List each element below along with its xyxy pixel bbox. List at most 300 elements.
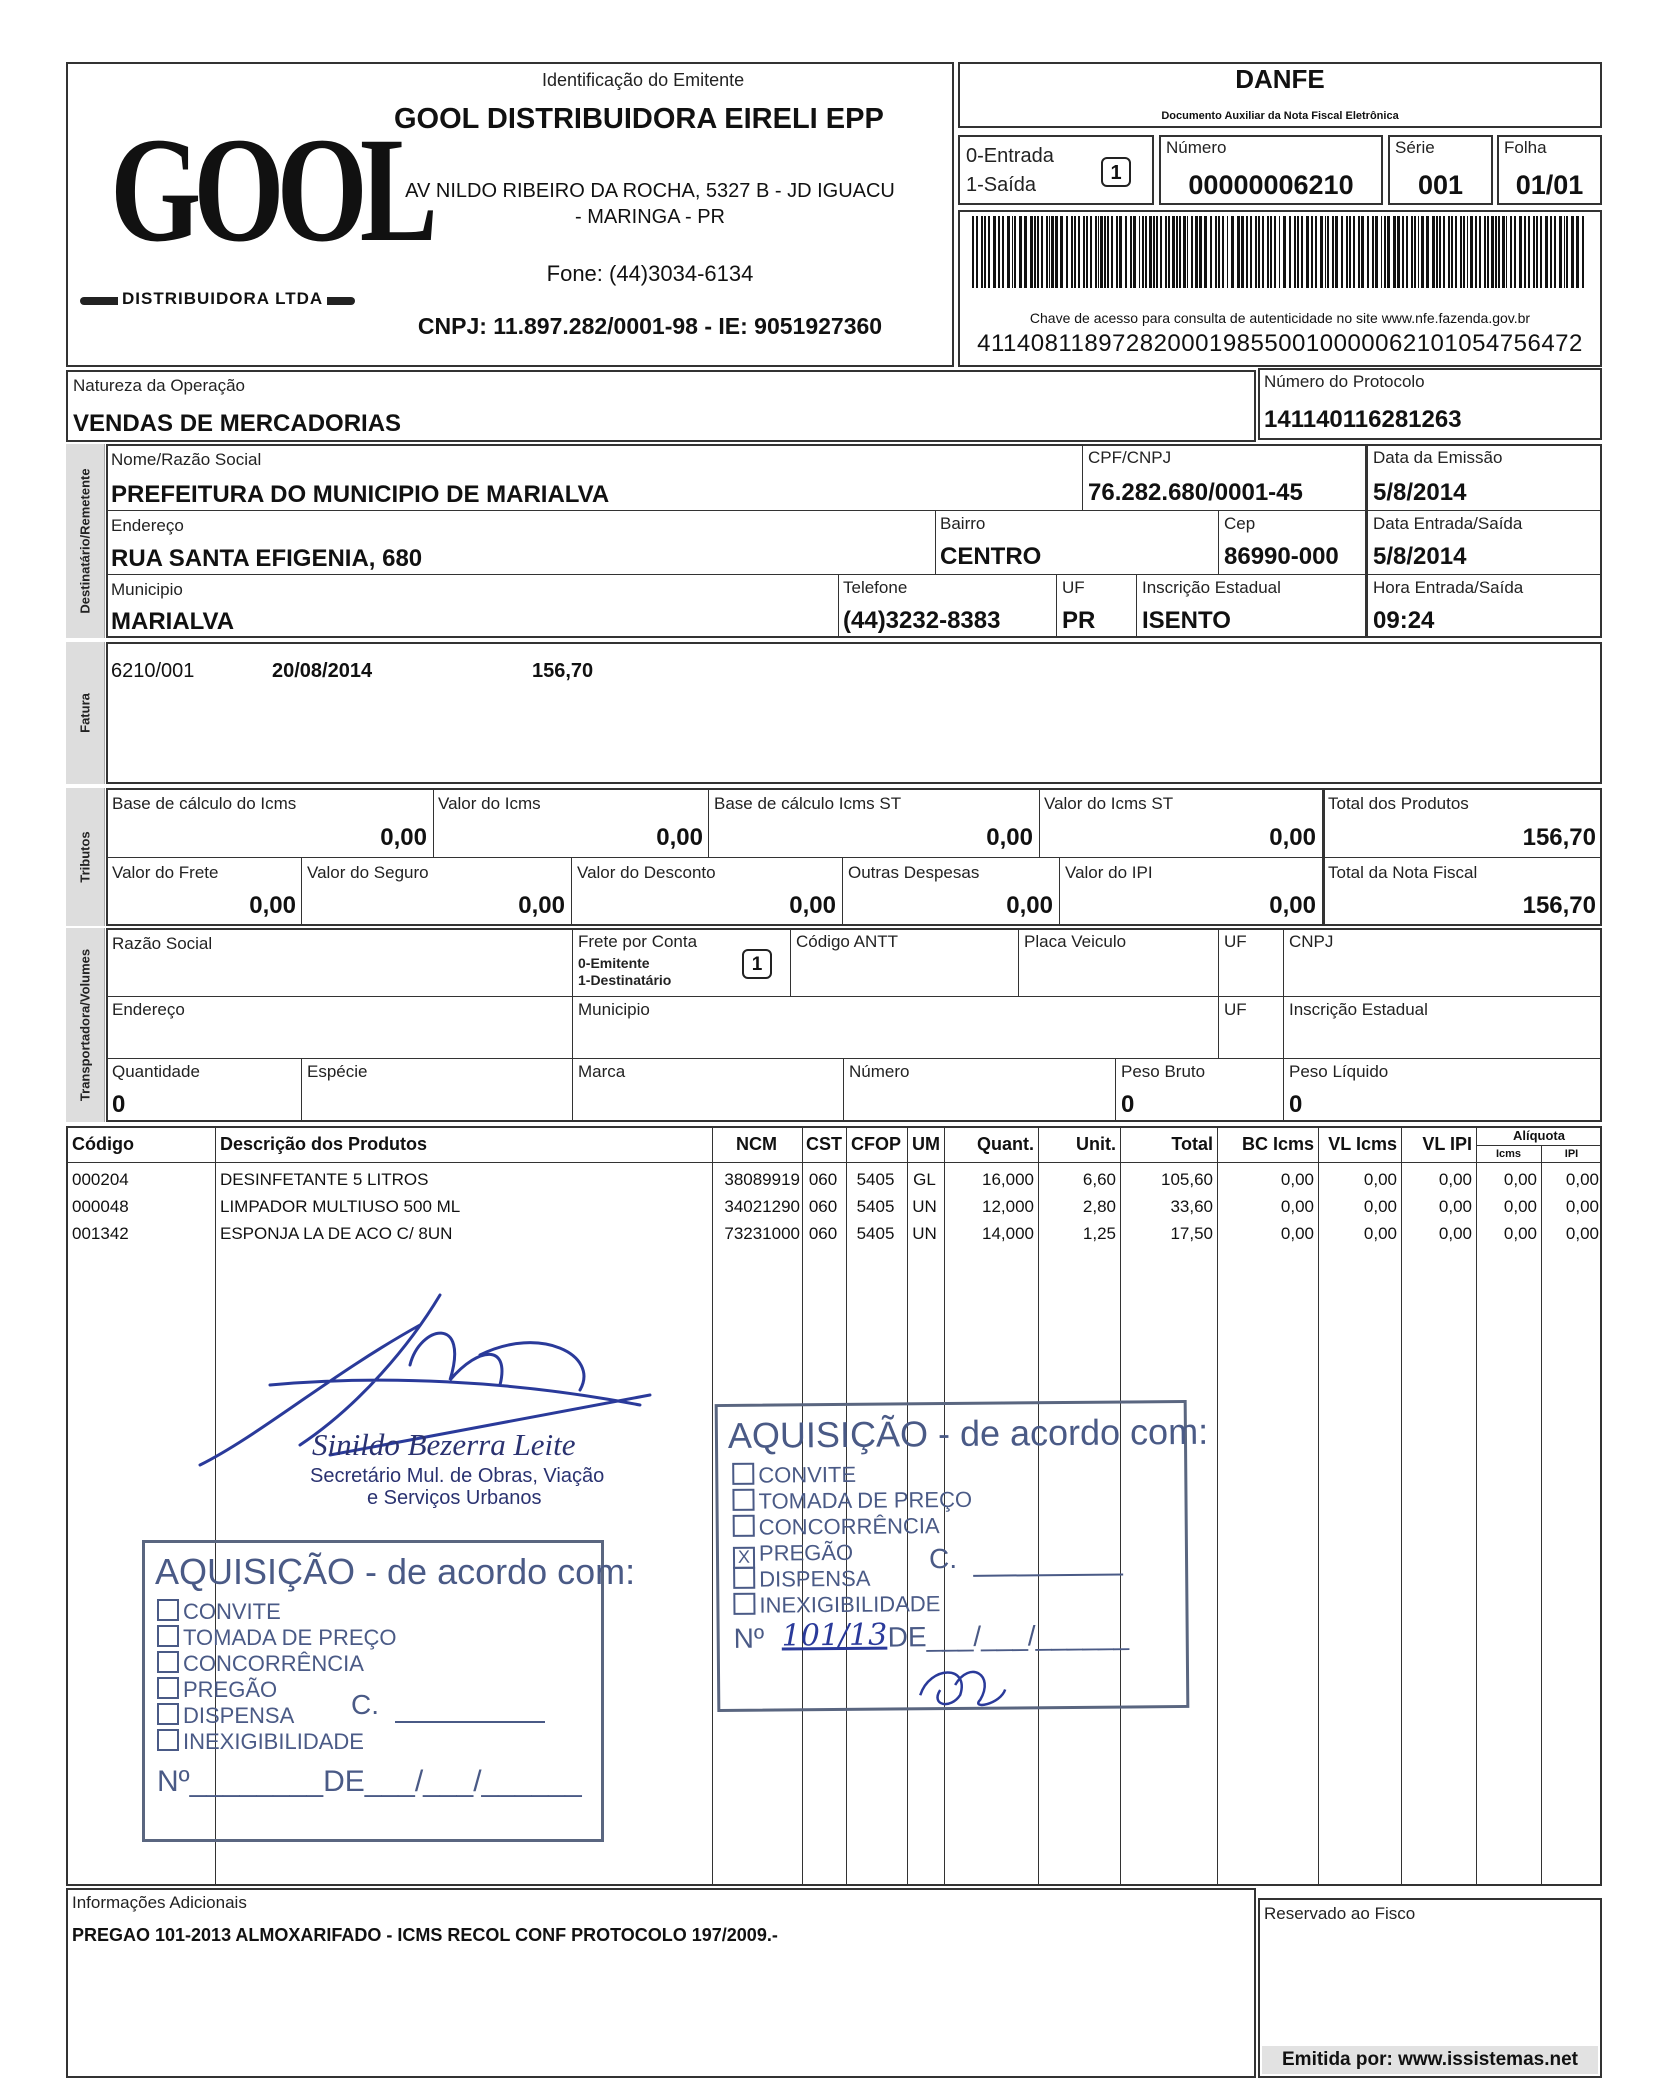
transp-numero-label: Número <box>849 1062 910 1081</box>
barcode-bar <box>1475 216 1477 288</box>
prod-v-aliq-ipi <box>1541 1145 1542 1886</box>
barcode-bar <box>1051 216 1054 288</box>
transp-frete-label: Frete por Conta <box>578 932 698 951</box>
barcode-bar <box>1227 216 1228 288</box>
seguro: 0,00 <box>518 892 565 919</box>
barcode-bar <box>1116 216 1118 288</box>
serie-label: Série <box>1395 138 1435 157</box>
transp-peso-bruto-label: Peso Bruto <box>1121 1062 1206 1081</box>
cell-vl-ipi: 0,00 <box>1438 1170 1472 1189</box>
cell-descricao: DESINFETANTE 5 LITROS <box>220 1170 429 1189</box>
prod-aliq-line <box>1476 1145 1602 1146</box>
barcode-bar <box>1250 216 1252 288</box>
barcode-bar <box>1049 216 1050 288</box>
danfe-subtitle: Documento Auxiliar da Nota Fiscal Eletrônica <box>1161 110 1399 122</box>
th-aliquota: Alíquota <box>1513 1128 1565 1143</box>
cell-aliq-icms: 0,00 <box>1503 1197 1537 1216</box>
barcode-bar <box>993 216 996 288</box>
desconto: 0,00 <box>789 892 836 919</box>
cell-bc-icms: 0,00 <box>1280 1224 1314 1243</box>
th-cst: CST <box>806 1134 842 1154</box>
stamp-left-c: C. <box>351 1689 379 1720</box>
transp-v4 <box>1218 928 1219 1058</box>
barcode-bar <box>1145 216 1147 288</box>
barcode-bar <box>1491 216 1494 288</box>
barcode-bar <box>1353 216 1355 288</box>
ipi: 0,00 <box>1269 892 1316 919</box>
barcode-bar <box>1514 216 1516 288</box>
cell-ncm: 73231000 <box>724 1224 800 1243</box>
barcode-bar <box>1274 216 1276 288</box>
barcode-bar <box>1411 216 1413 288</box>
barcode-bar <box>1037 216 1039 288</box>
cell-vl-icms: 0,00 <box>1363 1197 1397 1216</box>
barcode-bar <box>1439 216 1441 288</box>
barcode-bar <box>1210 216 1212 288</box>
stamp-right-de: DE___/___/______ <box>887 1619 1130 1653</box>
barcode-bar <box>1267 216 1269 288</box>
barcode-bar <box>1545 216 1548 288</box>
barcode-bar <box>1564 216 1565 288</box>
cell-cfop: 5405 <box>856 1197 895 1216</box>
frete-label: Valor do Frete <box>112 863 219 882</box>
dest-uf-label: UF <box>1062 578 1085 597</box>
barcode-bar <box>1195 216 1198 288</box>
dest-vline-bairro <box>935 510 936 574</box>
barcode-bar <box>1160 216 1162 288</box>
barcode-bar <box>1406 216 1408 288</box>
trib-v7 <box>842 857 843 926</box>
barcode-bar <box>1222 216 1224 288</box>
barcode-bar <box>1019 216 1022 288</box>
destinatario-side-label: Destinatário/Remetente <box>77 468 93 614</box>
barcode <box>972 216 1584 288</box>
valor-icms: 0,00 <box>656 824 703 851</box>
th-cfop: CFOP <box>851 1134 902 1154</box>
base-icms: 0,00 <box>380 824 427 851</box>
barcode-bar <box>1165 216 1167 288</box>
barcode-bar <box>1066 216 1068 288</box>
th-um: UM <box>912 1134 940 1154</box>
dest-emissao: 5/8/2014 <box>1373 479 1467 506</box>
dest-hline-2 <box>106 574 1602 575</box>
barcode-bar <box>1007 216 1010 288</box>
cell-cst: 060 <box>808 1170 838 1189</box>
dest-hora-label: Hora Entrada/Saída <box>1373 578 1524 597</box>
cell-unit: 1,25 <box>1082 1224 1116 1243</box>
barcode-bar <box>1083 216 1085 288</box>
barcode-bar <box>1325 216 1326 288</box>
barcode-bar <box>1306 216 1309 288</box>
barcode-bar <box>1086 216 1088 288</box>
th-aliq-ipi: IPI <box>1564 1148 1579 1160</box>
transp-quantidade: 0 <box>112 1091 126 1118</box>
th-vl-icms: VL Icms <box>1328 1134 1397 1154</box>
cell-vl-ipi: 0,00 <box>1438 1197 1472 1216</box>
chave-label: Chave de acesso para consulta de autenticidade no site www.nfe.fazenda.gov.br <box>1029 310 1531 326</box>
base-st: 0,00 <box>986 824 1033 851</box>
stamp-left-opt-2 <box>157 1651 364 1677</box>
barcode-bar <box>1327 216 1329 288</box>
cell-total: 33,60 <box>1170 1197 1213 1216</box>
cell-quant: 16,000 <box>982 1170 1034 1189</box>
stamp-left-opt-5 <box>157 1729 364 1755</box>
stamp-left <box>142 1540 636 1842</box>
barcode-bar <box>1153 216 1155 288</box>
dest-vline-date <box>1365 444 1368 638</box>
barcode-bar <box>1156 216 1158 288</box>
stamp-left-opt-0 <box>157 1599 281 1625</box>
desconto-label: Valor do Desconto <box>577 863 716 882</box>
transp-cnpj-label: CNPJ <box>1289 932 1334 951</box>
barcode-bar <box>1470 216 1473 288</box>
base-st-label: Base de cálculo Icms ST <box>714 794 902 813</box>
dest-cep: 86990-000 <box>1224 543 1339 570</box>
company-logo <box>80 105 431 320</box>
info-label: Informações Adicionais <box>72 1893 247 1912</box>
barcode-bar <box>1294 216 1296 288</box>
serie-value: 001 <box>1417 170 1464 200</box>
transp-uf2-label: UF <box>1224 1000 1247 1019</box>
barcode-bar <box>1074 216 1076 288</box>
barcode-bar <box>1014 216 1016 288</box>
ipi-label: Valor do IPI <box>1065 863 1153 882</box>
barcode-bar <box>1270 216 1272 288</box>
checkbox-icon <box>157 1677 179 1699</box>
dest-vline-cep <box>1218 510 1219 574</box>
barcode-bar <box>1289 216 1291 288</box>
stamp-left-opt-1-label: TOMADA DE PREÇO <box>183 1625 397 1650</box>
barcode-bar <box>1349 216 1351 288</box>
valor-st-label: Valor do Icms ST <box>1044 794 1174 813</box>
cell-bc-icms: 0,00 <box>1280 1170 1314 1189</box>
barcode-bar <box>1149 216 1152 288</box>
checkbox-icon <box>157 1703 179 1725</box>
emitente-name: GOOL DISTRIBUIDORA EIRELI EPP <box>394 103 884 135</box>
tributos-side-label: Tributos <box>77 831 93 883</box>
barcode-bar <box>1495 216 1497 288</box>
stamp-left-opt-5-label: INEXIGIBILIDADE <box>183 1729 364 1754</box>
barcode-bar <box>1283 216 1286 288</box>
cell-vl-icms: 0,00 <box>1363 1170 1397 1189</box>
transp-ie-label: Inscrição Estadual <box>1289 1000 1428 1019</box>
checkbox-icon <box>733 1515 755 1537</box>
dest-vline-ie <box>1136 574 1137 638</box>
dest-municipio: MARIALVA <box>111 608 235 635</box>
cell-aliq-ipi: 0,00 <box>1565 1170 1599 1189</box>
barcode-bar <box>1536 216 1538 288</box>
stamp-right-c-line <box>973 1574 1123 1577</box>
barcode-bar <box>1397 216 1400 288</box>
barcode-bar <box>1262 216 1264 288</box>
cell-cfop: 5405 <box>856 1224 895 1243</box>
barcode-bar <box>1258 216 1260 288</box>
logo-sub: DISTRIBUIDORA LTDA <box>118 289 327 309</box>
stamp-left-opt-4 <box>157 1703 294 1729</box>
stamp-left-opt-2-label: CONCORRÊNCIA <box>183 1651 364 1676</box>
barcode-bar <box>1582 216 1584 288</box>
barcode-bar <box>1034 216 1036 288</box>
valor-st: 0,00 <box>1269 824 1316 851</box>
stamp-right-no-handwritten: 101/13 <box>781 1617 888 1654</box>
barcode-bar <box>1183 216 1186 288</box>
trib-v5 <box>301 857 302 926</box>
barcode-bar <box>1107 216 1109 288</box>
chave-value: 41140811897282000198550010000062101054756472 <box>977 330 1583 357</box>
cell-ncm: 34021290 <box>724 1197 800 1216</box>
checkbox-icon <box>733 1593 755 1615</box>
cell-um: GL <box>913 1170 936 1189</box>
dest-vline-cnpj <box>1082 444 1083 510</box>
barcode-bar <box>1320 216 1323 288</box>
barcode-bar <box>1571 216 1574 288</box>
barcode-bar <box>1231 216 1234 288</box>
barcode-bar <box>1024 216 1027 288</box>
barcode-bar <box>1055 216 1058 288</box>
barcode-bar <box>1484 216 1486 288</box>
th-aliq-icms: Icms <box>1495 1148 1522 1160</box>
dest-vline-uf <box>1056 574 1057 638</box>
checked-box-icon: X <box>733 1547 755 1569</box>
signature-role-1: Secretário Mul. de Obras, Viação <box>310 1465 605 1487</box>
barcode-bar <box>1111 216 1113 288</box>
stamp-left-opt-3-label: PREGÃO <box>183 1677 278 1702</box>
barcode-bar <box>1215 216 1217 288</box>
barcode-bar <box>988 216 990 288</box>
cell-codigo: 001342 <box>72 1224 129 1243</box>
barcode-bar <box>1130 216 1132 288</box>
barcode-bar <box>972 216 974 288</box>
barcode-bar <box>1187 216 1188 288</box>
outras: 0,00 <box>1006 892 1053 919</box>
cell-cst: 060 <box>808 1197 838 1216</box>
barcode-bar <box>1414 216 1416 288</box>
folha-value: 01/01 <box>1515 170 1584 200</box>
cell-aliq-ipi: 0,00 <box>1565 1197 1599 1216</box>
cell-descricao: LIMPADOR MULTIUSO 500 ML <box>220 1197 461 1216</box>
barcode-bar <box>1576 216 1579 288</box>
transp-v2 <box>790 928 791 996</box>
stamp-right-opt-4-label: DISPENSA <box>759 1565 871 1592</box>
barcode-bar <box>1487 216 1489 288</box>
barcode-bar <box>1372 216 1374 288</box>
barcode-bar <box>1554 216 1556 288</box>
barcode-bar <box>1090 216 1092 288</box>
transp-v3 <box>1018 928 1019 996</box>
barcode-bar <box>1168 216 1170 288</box>
stamp-right-opt-1-label: TOMADA DE PREÇO <box>758 1486 973 1514</box>
saida-label: 1-Saída <box>966 174 1037 196</box>
transp-peso-bruto: 0 <box>1121 1091 1135 1118</box>
stamp-right-opt-2 <box>733 1513 940 1541</box>
barcode-bar <box>1255 216 1257 288</box>
transp-v6 <box>301 1058 302 1122</box>
dest-entrada-label: Data Entrada/Saída <box>1373 514 1523 533</box>
cell-codigo: 000048 <box>72 1197 129 1216</box>
th-vl-ipi: VL IPI <box>1422 1134 1472 1154</box>
fatura-vencimento: 20/08/2014 <box>272 660 373 682</box>
barcode-bar <box>1176 216 1178 288</box>
tipo-value: 1 <box>1101 157 1131 187</box>
dest-bairro-label: Bairro <box>940 514 986 533</box>
dest-uf: PR <box>1062 607 1096 634</box>
transp-municipio-label: Municipio <box>578 1000 650 1019</box>
transp-peso-liquido-label: Peso Líquido <box>1289 1062 1389 1081</box>
emitente-phone: Fone: (44)3034-6134 <box>546 261 754 286</box>
stamp-left-opt-4-label: DISPENSA <box>183 1703 295 1728</box>
dest-telefone: (44)3232-8383 <box>843 607 1001 634</box>
barcode-bar <box>1402 216 1404 288</box>
barcode-bar <box>1540 216 1542 288</box>
trib-v1 <box>433 788 434 857</box>
stamp-right-opt-5-label: INEXIGIBILIDADE <box>759 1591 941 1618</box>
transp-razao-label: Razão Social <box>112 934 213 953</box>
barcode-bar <box>1297 216 1299 288</box>
fatura-numero: 6210/001 <box>111 660 195 682</box>
transp-frete-op0: 0-Emitente <box>578 955 650 971</box>
barcode-bar <box>976 216 978 288</box>
dest-entrada: 5/8/2014 <box>1373 543 1467 570</box>
dest-endereco-label: Endereço <box>111 516 184 535</box>
natureza-label: Natureza da Operação <box>73 376 245 395</box>
barcode-bar <box>1142 216 1144 288</box>
dest-nome-label: Nome/Razão Social <box>111 450 262 469</box>
barcode-bar <box>1119 216 1122 288</box>
cell-um: UN <box>912 1197 937 1216</box>
barcode-bar <box>1315 216 1317 288</box>
barcode-bar <box>1533 216 1535 288</box>
trib-v2 <box>708 788 709 857</box>
emitente-address-1: AV NILDO RIBEIRO DA ROCHA, 5327 B - JD IGUACU <box>405 180 895 202</box>
barcode-bar <box>1279 216 1280 288</box>
checkbox-icon <box>157 1625 179 1647</box>
cell-quant: 14,000 <box>982 1224 1034 1243</box>
barcode-bar <box>1502 216 1505 288</box>
frete: 0,00 <box>249 892 296 919</box>
barcode-bar <box>1361 216 1364 288</box>
dest-hora: 09:24 <box>1373 607 1435 634</box>
barcode-bar <box>1060 216 1063 288</box>
numero-value: 00000006210 <box>1188 170 1354 200</box>
barcode-bar <box>1002 216 1004 288</box>
barcode-bar <box>1451 216 1453 288</box>
barcode-bar <box>1030 216 1033 288</box>
barcode-bar <box>1367 216 1369 288</box>
total-nota: 156,70 <box>1522 892 1596 919</box>
numero-label: Número <box>1166 138 1227 157</box>
th-ncm: NCM <box>736 1134 777 1154</box>
valor-icms-label: Valor do Icms <box>438 794 541 813</box>
cell-vl-icms: 0,00 <box>1363 1224 1397 1243</box>
trib-v3 <box>1039 788 1040 857</box>
stamp-right-title: AQUISIÇÃO - de acordo com: <box>727 1410 1209 1456</box>
barcode-bar <box>1550 216 1552 288</box>
barcode-bar <box>1095 216 1097 288</box>
transp-frete-op1: 1-Destinatário <box>578 972 672 988</box>
trib-v4 <box>1322 788 1325 926</box>
barcode-bar <box>1041 216 1043 288</box>
checkbox-icon <box>157 1729 179 1751</box>
fatura-side-label: Fatura <box>77 693 93 733</box>
dest-emissao-label: Data da Emissão <box>1373 448 1503 467</box>
stamp-right-opt-0 <box>732 1462 856 1489</box>
barcode-bar <box>1335 216 1338 288</box>
info-box <box>66 1888 1256 2078</box>
barcode-bar <box>998 216 1000 288</box>
barcode-bar <box>1393 216 1396 288</box>
transp-peso-liquido: 0 <box>1289 1091 1303 1118</box>
stamp-right <box>715 1400 1209 1712</box>
stamp-right-c: C. <box>928 1542 958 1575</box>
trib-hline <box>106 857 1602 858</box>
seguro-label: Valor do Seguro <box>307 863 429 882</box>
outras-label: Outras Despesas <box>848 863 980 882</box>
trib-v8 <box>1059 857 1060 926</box>
cell-quant: 12,000 <box>982 1197 1034 1216</box>
fisco-label: Reservado ao Fisco <box>1264 1904 1416 1923</box>
barcode-bar <box>1443 216 1445 288</box>
transportadora-side <box>66 928 105 1122</box>
stamp-left-no: Nº________DE___/___/______ <box>157 1765 582 1798</box>
danfe-title: DANFE <box>1235 64 1325 94</box>
trib-v6 <box>571 857 572 926</box>
barcode-bar <box>1455 216 1457 288</box>
cell-aliq-ipi: 0,00 <box>1565 1224 1599 1243</box>
prod-header-line <box>66 1162 1602 1163</box>
barcode-bar <box>1479 216 1481 288</box>
barcode-bar <box>1098 216 1099 288</box>
checkbox-icon <box>732 1489 754 1511</box>
cell-aliq-icms: 0,00 <box>1503 1224 1537 1243</box>
barcode-bar <box>1246 216 1248 288</box>
checkbox-icon <box>157 1651 179 1673</box>
cell-descricao: ESPONJA LA DE ACO C/ 8UN <box>220 1224 453 1243</box>
transp-endereco-label: Endereço <box>112 1000 185 1019</box>
cell-um: UN <box>912 1224 937 1243</box>
emitida-por: Emitida por: www.issistemas.net <box>1262 2046 1598 2074</box>
barcode-bar <box>1100 216 1103 288</box>
dest-endereco: RUA SANTA EFIGENIA, 680 <box>111 545 423 572</box>
stamp-right-opt-1 <box>732 1487 972 1515</box>
barcode-bar <box>1046 216 1048 288</box>
transp-especie-label: Espécie <box>307 1062 368 1081</box>
barcode-bar <box>1375 216 1378 288</box>
stamp-left-opt-3 <box>157 1677 277 1703</box>
barcode-bar <box>1467 216 1468 288</box>
destinatario-side <box>66 444 105 638</box>
transp-frete-value: 1 <box>742 949 772 979</box>
stamp-right-no-prefix: Nº <box>733 1622 765 1654</box>
total-produtos-label: Total dos Produtos <box>1328 794 1469 813</box>
th-unit: Unit. <box>1076 1134 1116 1154</box>
cell-codigo: 000204 <box>72 1170 129 1189</box>
barcode-bar <box>1432 216 1435 288</box>
transp-h1 <box>106 996 1602 997</box>
th-quant: Quant. <box>977 1134 1034 1154</box>
dest-nome: PREFEITURA DO MUNICIPIO DE MARIALVA <box>111 481 610 508</box>
transp-antt-label: Código ANTT <box>796 932 899 951</box>
barcode-bar <box>1179 216 1181 288</box>
entrada-label: 0-Entrada <box>966 145 1054 167</box>
barcode-bar <box>1237 216 1240 288</box>
cell-total: 105,60 <box>1161 1170 1213 1189</box>
transp-v7 <box>843 1058 844 1122</box>
barcode-bar <box>1204 216 1207 288</box>
transp-marca-label: Marca <box>578 1062 626 1081</box>
initials-scribble <box>910 1654 1011 1715</box>
barcode-bar <box>1218 216 1220 288</box>
barcode-bar <box>1172 216 1175 288</box>
